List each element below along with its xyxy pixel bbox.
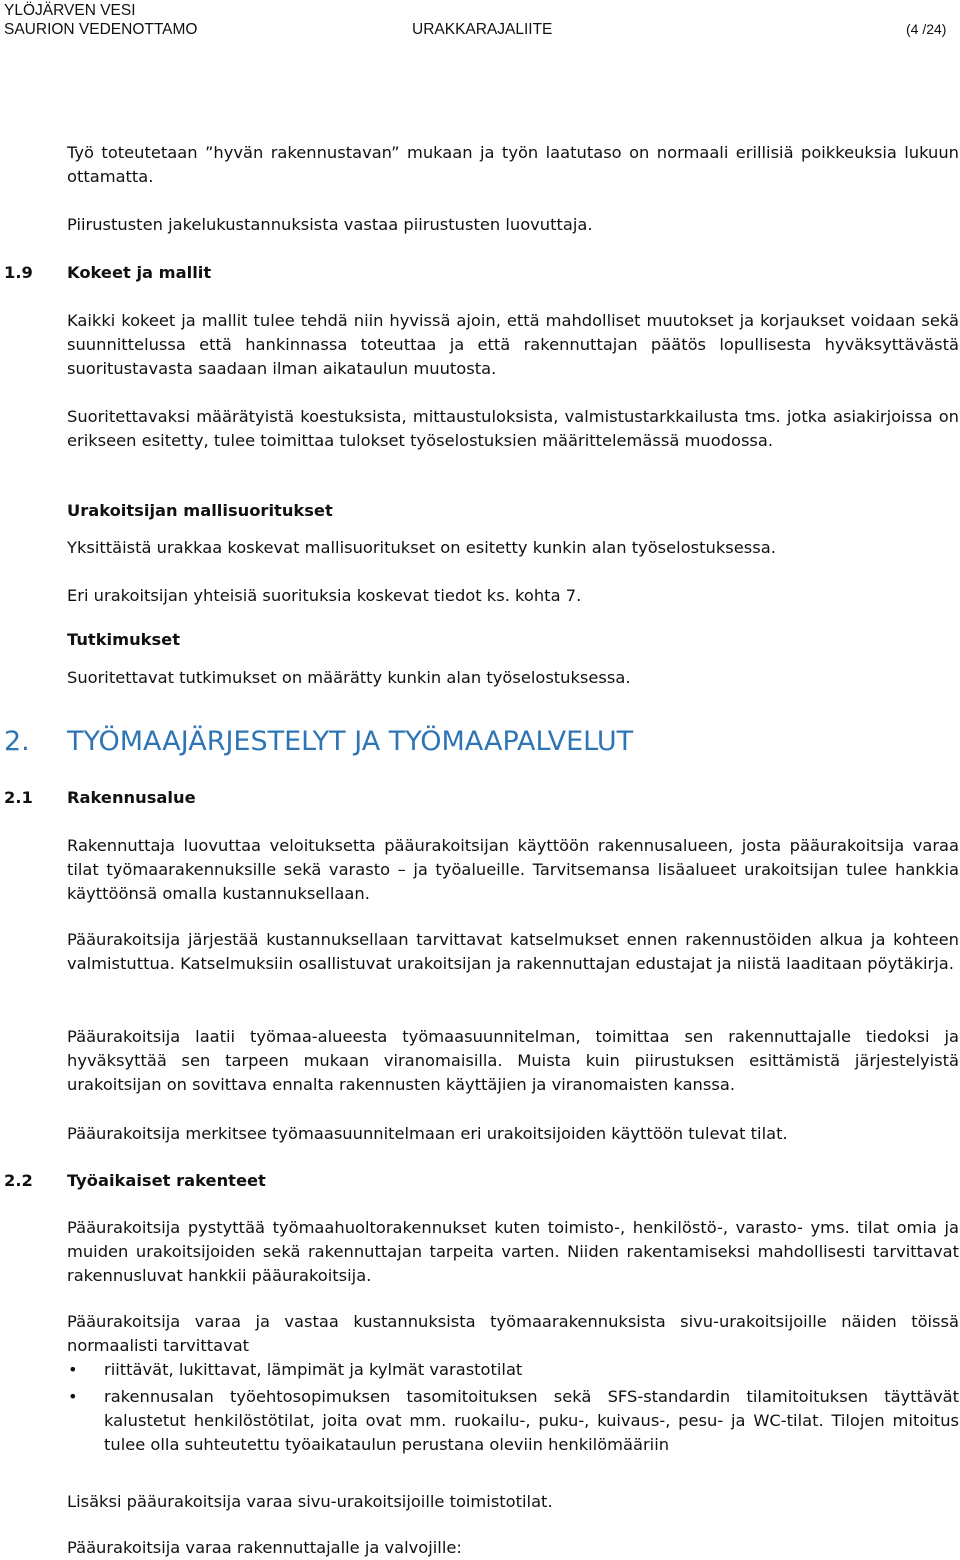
s1-9-paragraph-2: Suoritettavaksi määrätyistä koestuksista, mittaustuloksista, valmistustarkkailusta tms. jotka asiakirjoissa on erikseen esitetty, tulee toimittaa tulokset työselostuksien määrittelemässä muodossa. xyxy=(67,407,959,450)
s2-2-paragraph-1: Pääurakoitsija pystyttää työmaahuoltorakennukset kuten toimisto-, henkilöstö-, varasto- yms. tilat omia ja muiden urakoitsijoiden sekä rakennuttajan tarpeita varten. Niiden rakentamiseksi mahdollisesti tarvittavat rakennusluvat hankkii pääurakoitsija. xyxy=(67,1218,959,1285)
intro-paragraph-2: Piirustusten jakelukustannuksista vastaa piirustusten luovuttaja. xyxy=(67,215,593,234)
section-title: Kokeet ja mallit xyxy=(67,263,212,282)
s1-9-paragraph-3: Yksittäistä urakkaa koskevat mallisuoritukset on esitetty kunkin alan työselostuksessa. xyxy=(67,538,776,557)
header-org: YLÖJÄRVEN VESI xyxy=(4,2,136,19)
s2-1-paragraph-3: Pääurakoitsija laatii työmaa-alueesta työmaasuunnitelman, toimittaa sen rakennuttajalle tiedoksi ja hyväksyttää sen tarpeen mukaan viranomaisilla. Muista kuin piirustuksen esittämistä järjestelyistä urakoitsijan on sovittava ennalta rakennusten käyttäjien ja viranomaisten kanssa. xyxy=(67,1027,959,1094)
s2-2-paragraph-4: Pääurakoitsija varaa rakennuttajalle ja valvojille: xyxy=(67,1538,462,1557)
subheading-tutkimukset: Tutkimukset xyxy=(67,630,180,649)
intro-paragraph-1: Työ toteutetaan ”hyvän rakennustavan” mukaan ja työn laatutaso on normaali erillisiä poikkeuksia lukuun ottamatta. xyxy=(67,143,959,186)
s2-2-paragraph-2: Pääurakoitsija varaa ja vastaa kustannuksista työmaarakennuksista sivu-urakoitsijoille näiden töissä normaalisti tarvittavat xyxy=(67,1312,959,1355)
subheading-mallisuoritukset: Urakoitsijan mallisuoritukset xyxy=(67,501,333,520)
section-title: Työaikaiset rakenteet xyxy=(67,1171,266,1190)
header-doc-title: URAKKARAJALIITE xyxy=(412,21,553,38)
chapter-title: TYÖMAAJÄRJESTELYT JA TYÖMAAPALVELUT xyxy=(67,726,634,757)
section-number: 2.2 xyxy=(4,1171,33,1190)
s2-1-paragraph-4: Pääurakoitsija merkitsee työmaasuunnitelmaan eri urakoitsijoiden käyttöön tulevat tilat. xyxy=(67,1124,788,1143)
s1-9-paragraph-4: Eri urakoitsijan yhteisiä suorituksia koskevat tiedot ks. kohta 7. xyxy=(67,586,582,605)
header-page-number: (4 /24) xyxy=(906,21,947,37)
bullet-icon: • xyxy=(68,1387,78,1406)
s2-1-paragraph-1: Rakennuttaja luovuttaa veloituksetta pääurakoitsijan käyttöön rakennusalueen, josta pääurakoitsija varaa tilat työmaarakennuksille sekä varasto – ja työalueille. Tarvitsemansa lisäalueet urakoitsijan tulee hankkia käyttöönsä omalla kustannuksellaan. xyxy=(67,836,959,903)
section-number: 2.1 xyxy=(4,788,33,807)
bullet-icon: • xyxy=(68,1360,78,1379)
chapter-number: 2. xyxy=(4,726,30,757)
bullet-text: riittävät, lukittavat, lämpimät ja kylmät varastotilat xyxy=(104,1360,523,1379)
section-title: Rakennusalue xyxy=(67,788,196,807)
s1-9-paragraph-5: Suoritettavat tutkimukset on määrätty kunkin alan työselostuksessa. xyxy=(67,668,631,687)
s1-9-paragraph-1: Kaikki kokeet ja mallit tulee tehdä niin hyvissä ajoin, että mahdolliset muutokset ja korjaukset voidaan sekä suunnittelussa että hankinnassa toteuttaa ja että rakennuttajan päätös lopullisesta hyväksyttävästä suoritustavasta saadaan ilman aikataulun muutosta. xyxy=(67,311,959,378)
s2-2-paragraph-3: Lisäksi pääurakoitsija varaa sivu-urakoitsijoille toimistotilat. xyxy=(67,1492,553,1511)
section-number: 1.9 xyxy=(4,263,33,282)
s2-1-paragraph-2: Pääurakoitsija järjestää kustannuksellaan tarvittavat katselmukset ennen rakennustöiden alkua ja kohteen valmistuttua. Katselmuksiin osallistuvat urakoitsijan ja rakennuttajan edustajat ja niistä laaditaan pöytäkirja. xyxy=(67,930,959,973)
bullet-text: rakennusalan työehtosopimuksen tasomitoituksen sekä SFS-standardin tilamitoituksen täyttävät kalustetut henkilöstötilat, joita ovat mm. ruokailu-, puku-, kuivaus-, pesu- ja WC-tilat. Tilojen mitoitus tulee olla suhteutettu työaikataulun perustana oleviin henkilömääriin xyxy=(104,1387,959,1454)
header-project: SAURION VEDENOTTAMO xyxy=(4,21,198,38)
